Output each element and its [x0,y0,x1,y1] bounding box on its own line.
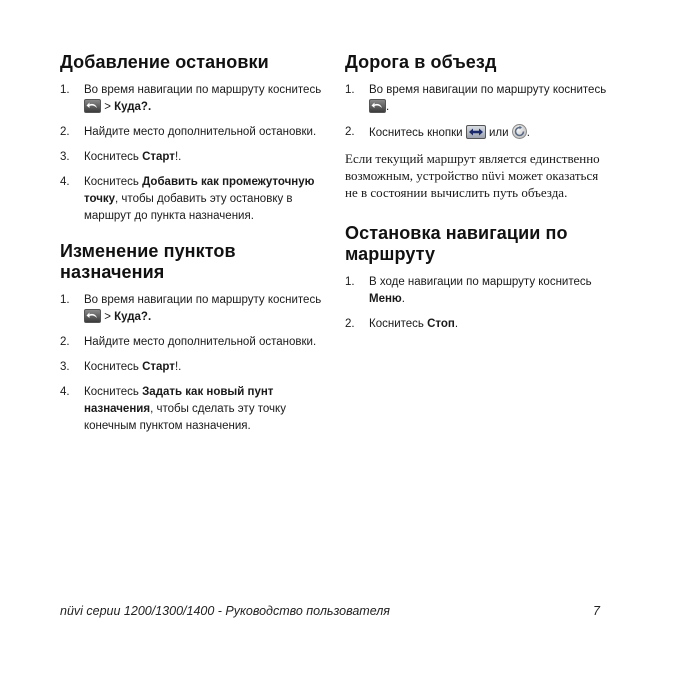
section-title-detour: Дорога в объезд [345,52,497,72]
list-item: 4. Коснитесь Добавить как промежуточную точку, чтобы добавить эту остановку в маршрут до пункта назначения. [60,176,315,222]
back-arrow-icon [84,309,101,323]
left-column [60,52,322,443]
list-item: 2. Коснитесь кнопки или . [345,126,530,139]
list-item: 2. Коснитесь Стоп. [345,318,459,330]
list-item: 3. Коснитесь Старт!. [60,151,182,163]
list-item: 1. Во время навигации по маршруту коснитесь > Куда?. [60,84,322,113]
list-item: 2. Найдите место дополнительной остановки. [60,126,317,138]
footer-title: nüvi серии 1200/1300/1400 - Руководство пользователя [60,604,390,618]
list-item: 3. Коснитесь Старт!. [60,361,182,373]
list-item: 1. В ходе навигации по маршруту коснитесь Меню. [345,276,592,305]
list-item: 1. Во время навигации по маршруту коснитесь . [345,84,607,113]
detour-note: Если текущий маршрут является единственно возможным, устройство nüvi может оказаться не в состоянии вычислить путь объезда. [345,151,600,200]
section-title-stop-navigation: Остановка навигации по маршруту [345,223,568,264]
list-item: 1. Во время навигации по маршруту коснитесь > Куда?. [60,294,322,323]
list-item: 4. Коснитесь Задать как новый пунт назначения, чтобы сделать эту точку конечным пунктом назначения. [60,386,286,432]
add-stop-steps [60,82,322,225]
list-item: 2. Найдите место дополнительной остановки. [60,336,317,348]
detour-icon [466,125,486,139]
section-title-change-destination: Изменение пунктов назначения [60,241,236,282]
stop-navigation-steps [345,274,613,333]
back-arrow-icon [369,99,386,113]
page-footer [60,604,600,618]
right-column [345,52,613,341]
recalculate-icon [512,124,527,139]
change-destination-steps [60,292,322,435]
back-arrow-icon [84,99,101,113]
section-title-add-stop: Добавление остановки [60,52,269,72]
page-number: 7 [593,604,600,618]
detour-steps [345,82,613,142]
